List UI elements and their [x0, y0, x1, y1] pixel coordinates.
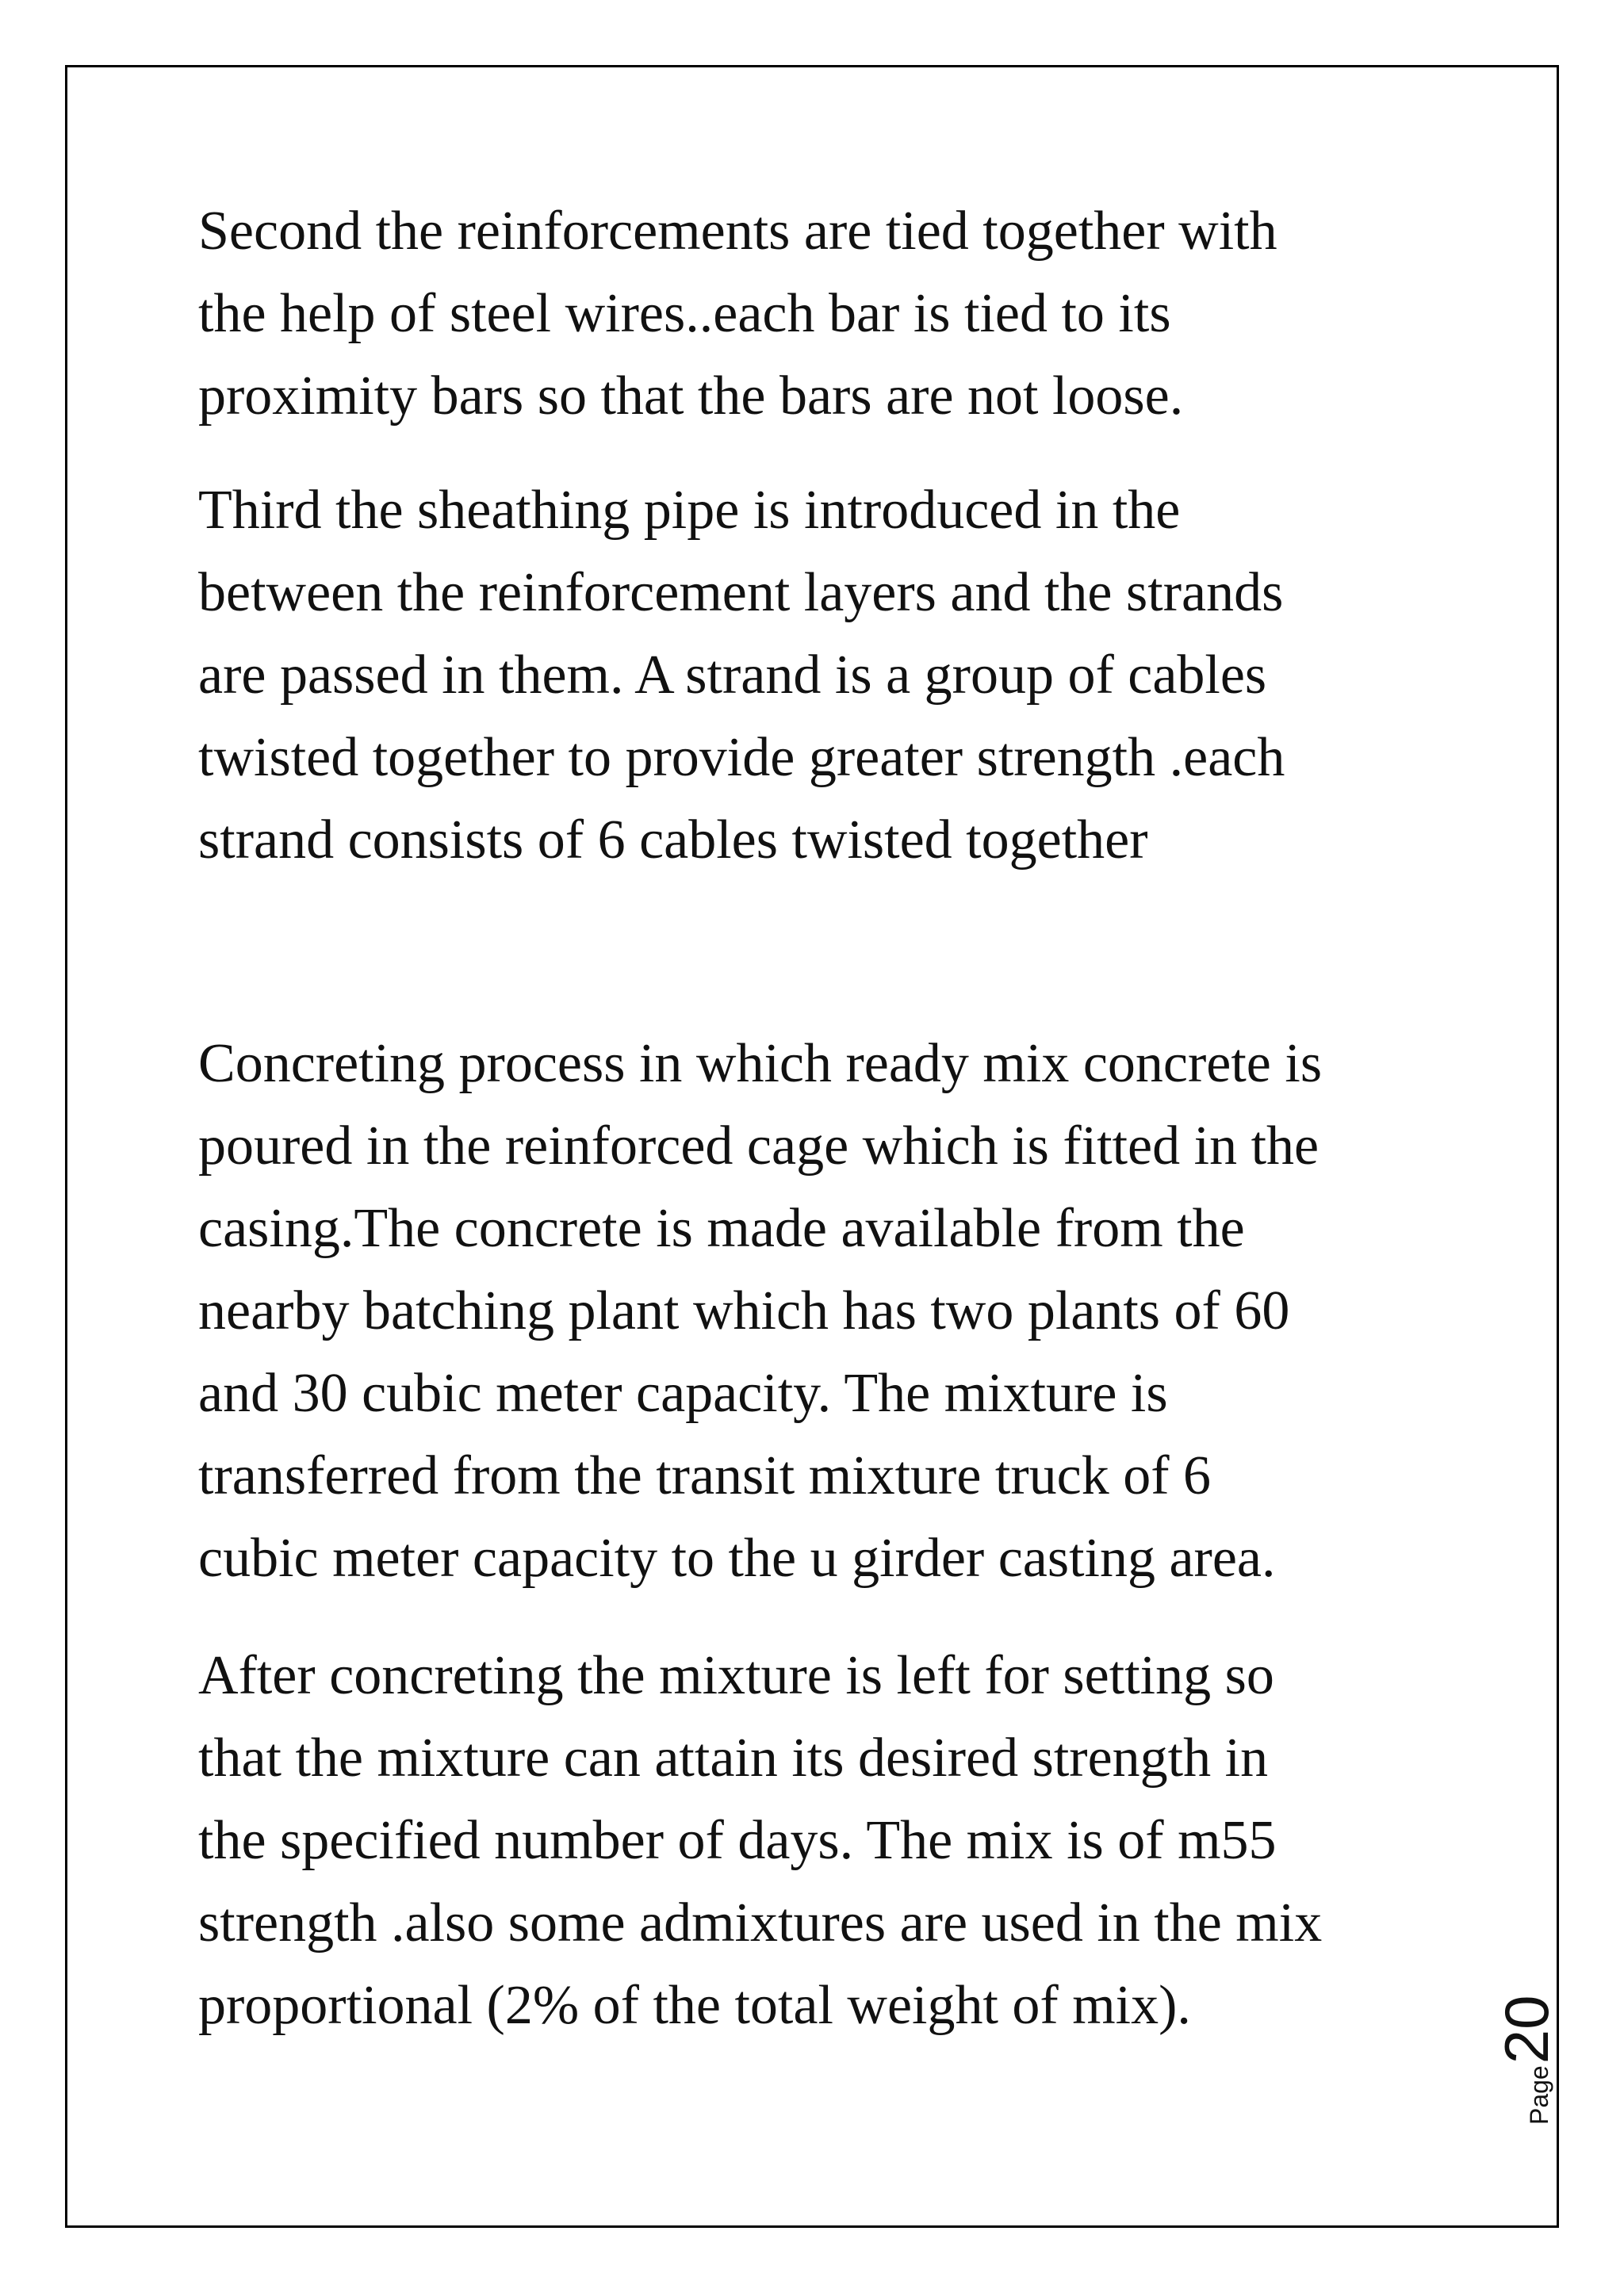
text-line: casing.The concrete is made available from the [198, 1198, 1245, 1259]
text-line: Concreting process in which ready mix concrete is [198, 1033, 1323, 1094]
text-line: are passed in them. A strand is a group of cables [198, 645, 1267, 706]
text-line: Second the reinforcements are tied together with [198, 201, 1277, 262]
text-line: and 30 cubic meter capacity. The mixture is [198, 1363, 1168, 1424]
text-line: the specified number of days. The mix is of m55 [198, 1810, 1277, 1871]
page-number-value: 20 [1492, 1995, 1561, 2064]
text-line: cubic meter capacity to the u girder casting area. [198, 1528, 1276, 1589]
text-line: poured in the reinforced cage which is fitted in the [198, 1115, 1320, 1177]
text-line: the help of steel wires..each bar is tied to its [198, 283, 1171, 344]
text-line: twisted together to provide greater strength .each [198, 727, 1285, 788]
page-label: Page [1525, 2065, 1553, 2125]
text-line: that the mixture can attain its desired strength in [198, 1728, 1269, 1789]
paragraph-reinforcement-tying [198, 190, 1435, 438]
text-line: proportional (2% of the total weight of mix). [198, 1975, 1191, 2036]
text-line: strand consists of 6 cables twisted together [198, 809, 1148, 871]
text-line: Third the sheathing pipe is introduced in the [198, 480, 1181, 541]
paragraph-concreting-process [198, 1023, 1435, 1600]
paragraph-sheathing-pipe [198, 469, 1435, 882]
text-line: between the reinforcement layers and the strands [198, 562, 1284, 623]
paragraph-setting-and-mix [198, 1635, 1435, 2047]
text-line: proximity bars so that the bars are not loose. [198, 365, 1184, 427]
page-number [1491, 1966, 1570, 2125]
text-line: nearby batching plant which has two plants of 60 [198, 1280, 1290, 1341]
text-line: transferred from the transit mixture truck of 6 [198, 1445, 1212, 1506]
text-line: After concreting the mixture is left for setting so [198, 1645, 1274, 1706]
text-line: strength .also some admixtures are used in the mix [198, 1892, 1323, 1954]
